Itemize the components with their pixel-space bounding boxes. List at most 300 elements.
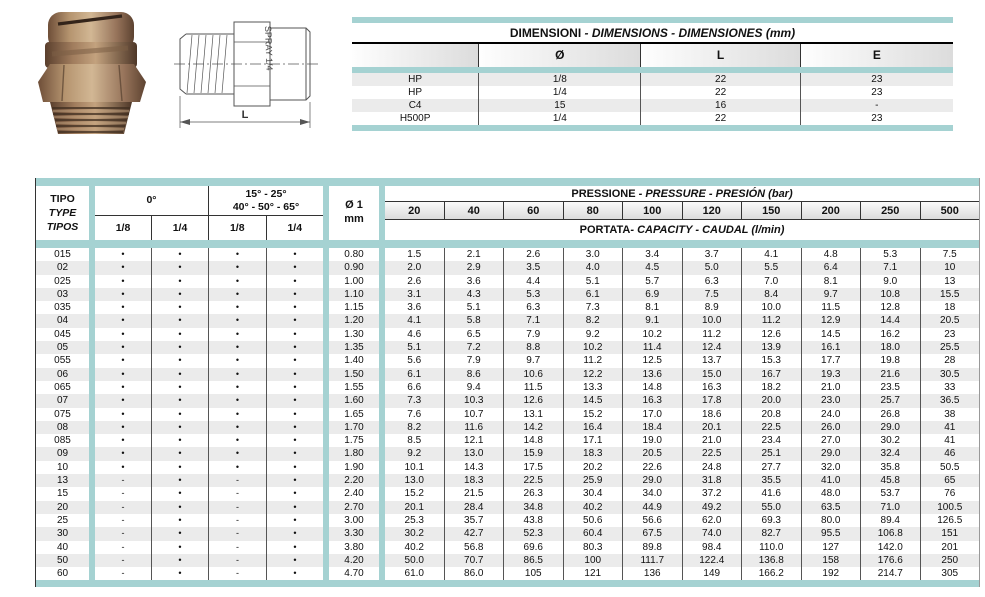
cell-flow-value: 86.5 bbox=[503, 554, 563, 567]
cell-flow-value: 13 bbox=[920, 275, 980, 288]
cell-availability: • bbox=[151, 434, 208, 447]
cell-availability: • bbox=[151, 567, 208, 580]
cell-flow-value: 55.0 bbox=[741, 501, 801, 514]
cell-flow-value: 5.8 bbox=[444, 314, 504, 327]
cell-availability: - bbox=[208, 567, 266, 580]
cell-flow-value: 18.4 bbox=[622, 421, 682, 434]
pressure-col-header: 500 bbox=[920, 202, 980, 219]
cell-tipo: 08 bbox=[56, 421, 69, 433]
cell-availability: • bbox=[151, 381, 208, 394]
diameter-header bbox=[329, 186, 379, 240]
flow-table-row bbox=[36, 408, 979, 421]
cell-flow-value: 15.3 bbox=[741, 354, 801, 367]
cell-flow-value: 11.6 bbox=[444, 421, 504, 434]
cell-flow-value: 10.2 bbox=[622, 328, 682, 341]
cell-flow-value: 27.7 bbox=[741, 461, 801, 474]
cell-availability: • bbox=[121, 249, 125, 259]
cell-flow-value: 71.0 bbox=[860, 501, 920, 514]
cell-flow-value: 8.9 bbox=[682, 301, 742, 314]
cell-flow-value: 29.0 bbox=[801, 447, 861, 460]
cell-availability: • bbox=[208, 288, 266, 301]
cell-diameter: 2.40 bbox=[344, 488, 364, 500]
cell-availability: • bbox=[208, 408, 266, 421]
cell-availability: • bbox=[151, 501, 208, 514]
cell-availability: • bbox=[266, 248, 323, 261]
cell-availability: • bbox=[208, 314, 266, 327]
thread-subcol-header: 1/8 bbox=[115, 222, 131, 234]
cell-flow-value: 40.2 bbox=[563, 501, 623, 514]
cell-diameter: 1.55 bbox=[344, 381, 364, 393]
cell-availability: - bbox=[121, 528, 125, 539]
cell-flow-value: 10.6 bbox=[503, 368, 563, 381]
cell-flow-value: 33 bbox=[920, 381, 980, 394]
cell-availability: • bbox=[151, 341, 208, 354]
cell-availability: - bbox=[208, 501, 266, 514]
arrow-right-icon bbox=[300, 119, 310, 125]
cell-flow-value: 5.5 bbox=[741, 261, 801, 274]
cell-diameter: 2.20 bbox=[344, 475, 364, 487]
angle-group-wide bbox=[208, 186, 323, 240]
cell-availability: • bbox=[121, 461, 125, 472]
pressure-col-header: 200 bbox=[801, 202, 861, 219]
pressure-col-header: 20 bbox=[385, 202, 444, 219]
cell-flow-value: 31.8 bbox=[682, 474, 742, 487]
nozzle-hex bbox=[38, 64, 146, 102]
cell-flow-value: 17.7 bbox=[801, 354, 861, 367]
cell-flow-value: 100 bbox=[563, 554, 623, 567]
cell-diameter: 1.60 bbox=[344, 395, 364, 407]
cell-flow-value: 37.2 bbox=[682, 487, 742, 500]
cell-availability: • bbox=[266, 447, 323, 460]
cell-flow-value: 136 bbox=[622, 567, 682, 580]
cell-flow-value: 60.4 bbox=[563, 527, 623, 540]
cell-flow-value: 74.0 bbox=[682, 527, 742, 540]
cell-availability: - bbox=[208, 474, 266, 487]
dims-cell-diameter: 1/8 bbox=[478, 73, 640, 86]
dims-cell-e: 23 bbox=[800, 112, 953, 125]
nozzle-drawing-image bbox=[172, 6, 322, 138]
cell-availability: • bbox=[208, 461, 266, 474]
angle-group-0-subcols bbox=[95, 216, 208, 240]
pressure-title-it: PRESSIONE bbox=[571, 188, 636, 200]
cell-availability: • bbox=[266, 514, 323, 527]
cell-flow-value: 16.7 bbox=[741, 368, 801, 381]
cell-flow-value: 52.3 bbox=[503, 527, 563, 540]
cell-flow-value: 18.6 bbox=[682, 408, 742, 421]
cell-flow-value: 18.2 bbox=[741, 381, 801, 394]
teal-bar-top bbox=[36, 178, 979, 186]
capacity-title bbox=[385, 220, 979, 240]
dims-cell-length: 16 bbox=[640, 99, 799, 112]
cell-availability: • bbox=[121, 448, 125, 459]
cell-availability: • bbox=[151, 541, 208, 554]
cell-flow-value: 89.4 bbox=[860, 514, 920, 527]
cell-availability: • bbox=[151, 394, 208, 407]
cell-flow-value: 14.5 bbox=[563, 394, 623, 407]
cell-flow-value: 2.1 bbox=[444, 248, 504, 261]
cell-flow-value: 5.6 bbox=[407, 355, 422, 367]
cell-availability: • bbox=[151, 421, 208, 434]
cell-flow-value: 22.5 bbox=[741, 421, 801, 434]
cell-tipo: 15 bbox=[56, 488, 69, 500]
cell-availability: • bbox=[208, 248, 266, 261]
cell-availability: • bbox=[151, 301, 208, 314]
flow-table-row bbox=[36, 527, 979, 540]
cell-flow-value: 21.0 bbox=[801, 381, 861, 394]
cell-flow-value: 2.9 bbox=[444, 261, 504, 274]
cell-flow-value: 9.0 bbox=[860, 275, 920, 288]
cell-flow-value: 4.3 bbox=[444, 288, 504, 301]
dims-table-row bbox=[352, 112, 953, 125]
capacity-title-it: PORTATA bbox=[579, 224, 631, 236]
cell-flow-value: 8.5 bbox=[407, 435, 422, 447]
cell-flow-value: 6.3 bbox=[682, 275, 742, 288]
flow-table-row bbox=[36, 301, 979, 314]
cell-flow-value: 28.4 bbox=[444, 501, 504, 514]
cell-availability: • bbox=[121, 328, 125, 339]
cell-flow-value: 9.2 bbox=[407, 448, 422, 460]
cell-availability: • bbox=[121, 302, 125, 313]
cell-flow-value: 12.6 bbox=[503, 394, 563, 407]
cell-flow-value: 9.7 bbox=[503, 354, 563, 367]
cell-diameter: 3.30 bbox=[344, 528, 364, 540]
cell-flow-value: 35.5 bbox=[741, 474, 801, 487]
cell-flow-value: 7.5 bbox=[920, 248, 980, 261]
cell-flow-value: 5.3 bbox=[503, 288, 563, 301]
cell-flow-value: 15.5 bbox=[920, 288, 980, 301]
pressure-col-header: 40 bbox=[444, 202, 504, 219]
cell-flow-value: 15.2 bbox=[563, 408, 623, 421]
cell-availability: - bbox=[121, 568, 125, 579]
cell-flow-value: 4.8 bbox=[801, 248, 861, 261]
cell-availability: - bbox=[121, 501, 125, 512]
pressure-col-header: 100 bbox=[622, 202, 682, 219]
cell-flow-value: 4.1 bbox=[741, 248, 801, 261]
cell-flow-value: 6.1 bbox=[407, 368, 422, 380]
cell-flow-value: 20.8 bbox=[741, 408, 801, 421]
cell-flow-value: 158 bbox=[801, 554, 861, 567]
cell-flow-value: 20.1 bbox=[404, 501, 424, 513]
cell-diameter: 1.80 bbox=[344, 448, 364, 460]
cell-flow-value: 6.9 bbox=[622, 288, 682, 301]
cell-flow-value: 14.4 bbox=[860, 314, 920, 327]
cell-flow-value: 41 bbox=[920, 434, 980, 447]
cell-flow-value: 36.5 bbox=[920, 394, 980, 407]
cell-tipo: 07 bbox=[56, 395, 69, 407]
cell-flow-value: 95.5 bbox=[801, 527, 861, 540]
cell-flow-value: 14.3 bbox=[444, 461, 504, 474]
cell-flow-value: 21.5 bbox=[444, 487, 504, 500]
cell-flow-value: 50.0 bbox=[404, 554, 424, 566]
cell-tipo: 20 bbox=[56, 501, 69, 513]
cell-flow-value: 4.0 bbox=[563, 261, 623, 274]
cell-availability: • bbox=[151, 514, 208, 527]
cell-flow-value: 6.1 bbox=[563, 288, 623, 301]
angle-wide-text-1: 15° - 25° bbox=[245, 187, 287, 200]
cell-flow-value: 19.3 bbox=[801, 368, 861, 381]
cell-availability: • bbox=[208, 381, 266, 394]
cell-flow-value: 22.5 bbox=[503, 474, 563, 487]
cell-flow-value: 32.4 bbox=[860, 447, 920, 460]
pressure-col-header: 150 bbox=[741, 202, 801, 219]
cell-flow-value: 305 bbox=[920, 567, 980, 580]
cell-flow-value: 121 bbox=[563, 567, 623, 580]
cell-flow-value: 14.5 bbox=[801, 328, 861, 341]
cell-tipo: 085 bbox=[54, 435, 71, 447]
cell-availability: • bbox=[266, 461, 323, 474]
cell-flow-value: 18.3 bbox=[563, 447, 623, 460]
dims-table-row bbox=[352, 73, 953, 86]
cell-flow-value: 25.9 bbox=[563, 474, 623, 487]
cell-flow-value: 22.5 bbox=[682, 447, 742, 460]
cell-availability: • bbox=[121, 275, 125, 286]
cell-availability: • bbox=[208, 394, 266, 407]
cell-availability: • bbox=[266, 354, 323, 367]
cell-diameter: 1.75 bbox=[344, 435, 364, 447]
cell-diameter: 0.90 bbox=[344, 262, 364, 274]
cell-flow-value: 17.1 bbox=[563, 434, 623, 447]
cell-flow-value: 10.0 bbox=[741, 301, 801, 314]
cell-diameter: 1.30 bbox=[344, 328, 364, 340]
stamp-text: SPRAY 1/4 bbox=[263, 25, 275, 71]
cell-availability: • bbox=[266, 301, 323, 314]
flow-table-row bbox=[36, 394, 979, 407]
cell-availability: • bbox=[121, 381, 125, 392]
cell-flow-value: 201 bbox=[920, 541, 980, 554]
tipo-header-line: TIPOS bbox=[46, 221, 79, 233]
cell-flow-value: 23.4 bbox=[741, 434, 801, 447]
cell-flow-value: 29.0 bbox=[622, 474, 682, 487]
cell-flow-value: 18.0 bbox=[860, 341, 920, 354]
cell-flow-value: 11.5 bbox=[801, 301, 861, 314]
cell-flow-value: 69.6 bbox=[503, 541, 563, 554]
dims-table-row bbox=[352, 99, 953, 112]
cell-flow-value: 89.8 bbox=[622, 541, 682, 554]
cell-flow-value: 10.2 bbox=[563, 341, 623, 354]
cell-flow-value: 100.5 bbox=[920, 501, 980, 514]
cell-availability: • bbox=[208, 341, 266, 354]
cell-flow-value: 18.3 bbox=[444, 474, 504, 487]
cell-flow-value: 10.0 bbox=[682, 314, 742, 327]
cell-diameter: 3.80 bbox=[344, 541, 364, 553]
cell-flow-value: 149 bbox=[682, 567, 742, 580]
cell-flow-value: 13.0 bbox=[444, 447, 504, 460]
flow-table-row bbox=[36, 248, 979, 261]
cell-flow-value: 13.7 bbox=[682, 354, 742, 367]
cell-diameter: 1.20 bbox=[344, 315, 364, 327]
pressure-title bbox=[385, 186, 979, 202]
cell-availability: • bbox=[208, 328, 266, 341]
cell-availability: • bbox=[208, 261, 266, 274]
cell-availability: • bbox=[266, 421, 323, 434]
cell-tipo: 04 bbox=[56, 315, 69, 327]
cell-flow-value: 136.8 bbox=[741, 554, 801, 567]
cell-diameter: 1.50 bbox=[344, 368, 364, 380]
cell-flow-value: 8.8 bbox=[503, 341, 563, 354]
cell-tipo: 06 bbox=[56, 368, 69, 380]
cell-flow-value: 29.0 bbox=[860, 421, 920, 434]
main-table-body bbox=[36, 248, 979, 580]
thread-subcol-header: 1/4 bbox=[151, 216, 208, 240]
cell-tipo: 055 bbox=[54, 355, 71, 367]
cell-flow-value: 20.0 bbox=[741, 394, 801, 407]
cell-availability: - bbox=[121, 554, 125, 565]
dims-cell-diameter: 1/4 bbox=[478, 86, 640, 99]
flow-table-row bbox=[36, 314, 979, 327]
cell-flow-value: 61.0 bbox=[404, 568, 424, 580]
cell-availability: • bbox=[151, 474, 208, 487]
cell-flow-value: 25.5 bbox=[920, 341, 980, 354]
cell-flow-value: 30.2 bbox=[404, 528, 424, 540]
tipo-header-line: TYPE bbox=[48, 207, 77, 219]
cell-flow-value: 56.8 bbox=[444, 541, 504, 554]
cell-flow-value: 7.9 bbox=[444, 354, 504, 367]
cell-availability: • bbox=[121, 395, 125, 406]
cell-availability: • bbox=[151, 261, 208, 274]
cell-flow-value: 69.3 bbox=[741, 514, 801, 527]
cell-flow-value: 17.8 bbox=[682, 394, 742, 407]
nozzle-photo-image bbox=[18, 6, 166, 138]
cell-flow-value: 44.9 bbox=[622, 501, 682, 514]
cell-availability: • bbox=[121, 288, 125, 299]
cell-flow-value: 23 bbox=[920, 328, 980, 341]
dims-cell-e: 23 bbox=[800, 86, 953, 99]
cell-flow-value: 21.6 bbox=[860, 368, 920, 381]
cell-flow-value: 10 bbox=[920, 261, 980, 274]
cell-flow-value: 14.8 bbox=[622, 381, 682, 394]
tipo-header bbox=[36, 186, 89, 240]
cell-flow-value: 142.0 bbox=[860, 541, 920, 554]
cell-flow-value: 12.2 bbox=[563, 368, 623, 381]
cell-flow-value: 5.1 bbox=[407, 342, 422, 354]
cell-availability: • bbox=[266, 341, 323, 354]
cell-flow-value: 62.0 bbox=[682, 514, 742, 527]
cell-flow-value: 10.1 bbox=[404, 461, 424, 473]
cell-tipo: 40 bbox=[56, 541, 69, 553]
cell-flow-value: 80.3 bbox=[563, 541, 623, 554]
cell-availability: • bbox=[266, 381, 323, 394]
cell-availability: • bbox=[266, 288, 323, 301]
dims-cell-diameter: 15 bbox=[478, 99, 640, 112]
pressure-title-translations: - PRESSURE - PRESIÓN (bar) bbox=[635, 188, 793, 200]
dims-table-body bbox=[352, 73, 953, 125]
cell-availability: • bbox=[266, 474, 323, 487]
cell-flow-value: 12.6 bbox=[741, 328, 801, 341]
cell-flow-value: 126.5 bbox=[920, 514, 980, 527]
cell-flow-value: 34.8 bbox=[503, 501, 563, 514]
cell-flow-value: 10.3 bbox=[444, 394, 504, 407]
cell-tipo: 09 bbox=[56, 448, 69, 460]
cell-tipo: 25 bbox=[56, 514, 69, 526]
cell-availability: • bbox=[121, 435, 125, 446]
cell-availability: - bbox=[121, 541, 125, 552]
cell-flow-value: 5.3 bbox=[860, 248, 920, 261]
cell-flow-value: 11.2 bbox=[682, 328, 742, 341]
cell-flow-value: 42.7 bbox=[444, 527, 504, 540]
dims-col-diameter: Ø bbox=[478, 44, 640, 67]
cell-flow-value: 2.6 bbox=[407, 275, 422, 287]
cell-availability: • bbox=[151, 554, 208, 567]
cell-availability: • bbox=[208, 301, 266, 314]
cell-flow-value: 7.2 bbox=[444, 341, 504, 354]
cell-flow-value: 10.7 bbox=[444, 408, 504, 421]
dims-cell-length: 22 bbox=[640, 86, 799, 99]
cell-flow-value: 16.3 bbox=[622, 394, 682, 407]
cell-flow-value: 50.5 bbox=[920, 461, 980, 474]
cell-flow-value: 9.4 bbox=[444, 381, 504, 394]
cell-flow-value: 56.6 bbox=[622, 514, 682, 527]
cell-flow-value: 9.1 bbox=[622, 314, 682, 327]
cell-flow-value: 16.2 bbox=[860, 328, 920, 341]
dims-cell-type: HP bbox=[408, 74, 423, 85]
cell-flow-value: 12.1 bbox=[444, 434, 504, 447]
cell-availability: • bbox=[266, 501, 323, 514]
flow-table-row bbox=[36, 461, 979, 474]
dimension-l-label: L bbox=[241, 109, 249, 121]
cell-tipo: 10 bbox=[56, 461, 69, 473]
cell-tipo: 05 bbox=[56, 342, 69, 354]
cell-flow-value: 3.4 bbox=[622, 248, 682, 261]
cell-tipo: 03 bbox=[56, 288, 69, 300]
cell-availability: - bbox=[208, 541, 266, 554]
cell-availability: • bbox=[266, 487, 323, 500]
pressure-col-header: 60 bbox=[503, 202, 563, 219]
cell-flow-value: 12.9 bbox=[801, 314, 861, 327]
cell-availability: • bbox=[121, 315, 125, 326]
cell-flow-value: 214.7 bbox=[860, 567, 920, 580]
cell-diameter: 1.70 bbox=[344, 421, 364, 433]
cell-availability: • bbox=[121, 408, 125, 419]
cell-tipo: 025 bbox=[54, 275, 71, 287]
cell-flow-value: 76 bbox=[920, 487, 980, 500]
dimensions-title-translations: - DIMENSIONS - DIMENSIONES (mm) bbox=[581, 26, 796, 40]
cell-flow-value: 13.1 bbox=[503, 408, 563, 421]
cell-flow-value: 32.0 bbox=[801, 461, 861, 474]
cell-flow-value: 8.6 bbox=[444, 368, 504, 381]
cell-flow-value: 5.0 bbox=[682, 261, 742, 274]
thread-subcol-header: 1/4 bbox=[266, 216, 324, 240]
cell-flow-value: 20.1 bbox=[682, 421, 742, 434]
cell-availability: • bbox=[121, 262, 125, 273]
cell-flow-value: 6.4 bbox=[801, 261, 861, 274]
cell-flow-value: 35.7 bbox=[444, 514, 504, 527]
cell-flow-value: 53.7 bbox=[860, 487, 920, 500]
cell-tipo: 02 bbox=[56, 262, 69, 274]
cell-flow-value: 2.6 bbox=[503, 248, 563, 261]
cell-flow-value: 12.4 bbox=[682, 341, 742, 354]
cell-flow-value: 192 bbox=[801, 567, 861, 580]
cell-flow-value: 5.7 bbox=[622, 275, 682, 288]
flow-table-row bbox=[36, 275, 979, 288]
flow-table-row bbox=[36, 328, 979, 341]
dims-cell-type: C4 bbox=[408, 100, 422, 111]
cell-flow-value: 41 bbox=[920, 421, 980, 434]
cell-flow-value: 8.1 bbox=[622, 301, 682, 314]
dims-cell-e: 23 bbox=[800, 73, 953, 86]
flow-table-row bbox=[36, 434, 979, 447]
cell-availability: • bbox=[266, 275, 323, 288]
cell-flow-value: 6.5 bbox=[444, 328, 504, 341]
cell-availability: • bbox=[151, 314, 208, 327]
cell-flow-value: 16.1 bbox=[801, 341, 861, 354]
cell-flow-value: 20.5 bbox=[920, 314, 980, 327]
cell-availability: • bbox=[208, 447, 266, 460]
cell-flow-value: 26.3 bbox=[503, 487, 563, 500]
pressure-col-header: 120 bbox=[682, 202, 742, 219]
cell-flow-value: 20.5 bbox=[622, 447, 682, 460]
cell-flow-value: 23.0 bbox=[801, 394, 861, 407]
cell-flow-value: 13.3 bbox=[563, 381, 623, 394]
